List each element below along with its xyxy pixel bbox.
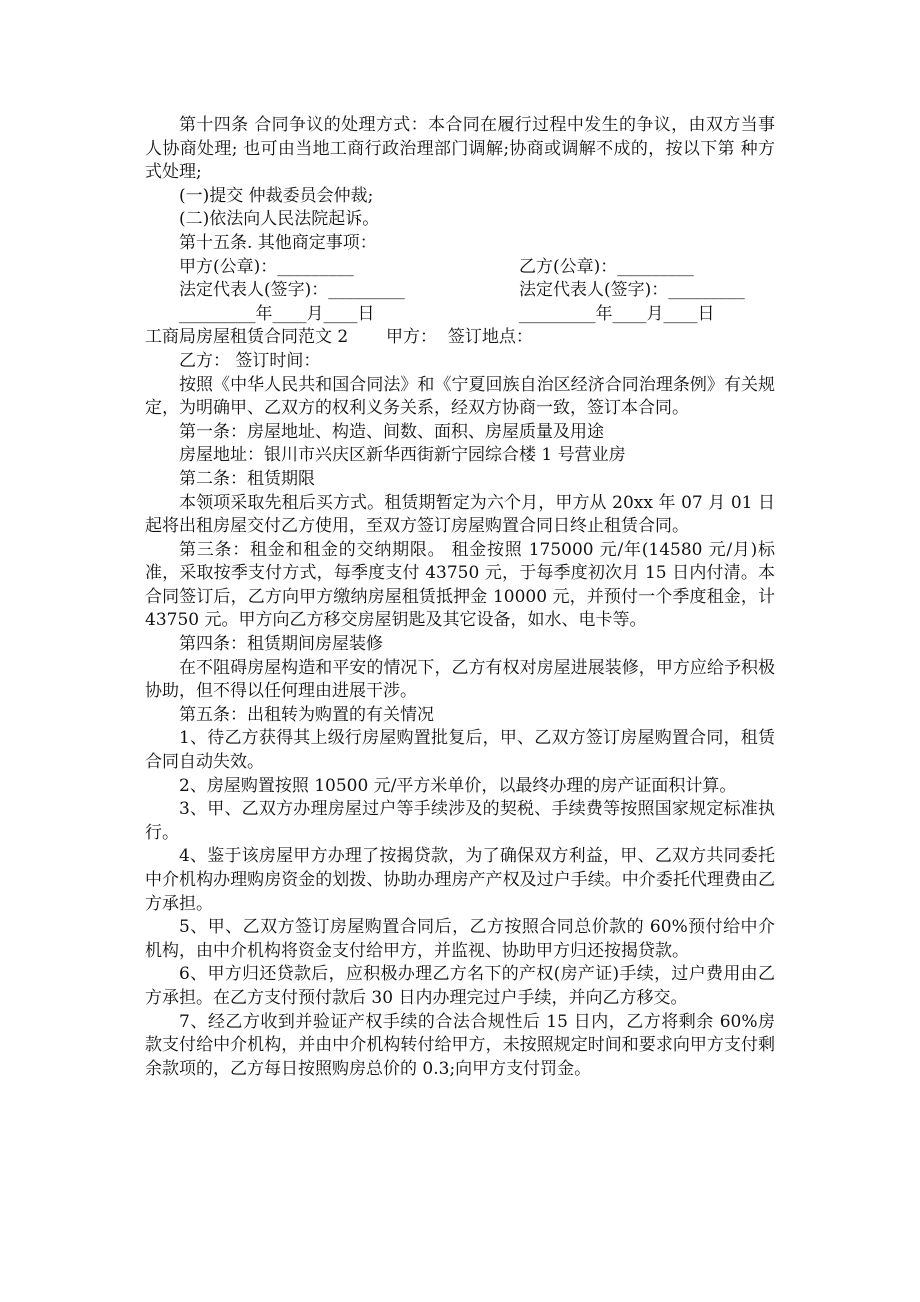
clause-6: 6、甲方归还贷款后，应积极办理乙方名下的产权(房产证)手续，过户费用由乙方承担。在乙方支付预付款后 30 日内办理完过户手续，并向乙方移交。 bbox=[145, 964, 775, 1008]
clause-3: 3、甲、乙双方办理房屋过户等手续涉及的契税、手续费等按照国家规定标准执行。 bbox=[145, 799, 775, 843]
article-4-heading: 第四条：租赁期间房屋装修 bbox=[179, 634, 383, 655]
signature-row-representative bbox=[145, 279, 775, 303]
article-14-paragraph: 第十四条 合同争议的处理方式：本合同在履行过程中发生的争议，由双方当事人协商处理; 也可由当地工商行政治理部门调解;协商或调解不成的，按以下第 种方式处理; bbox=[145, 115, 775, 183]
preamble-paragraph: 按照《中华人民共和国合同法》和《宁夏回族自治区经济合同治理条例》有关规定，为明确甲、乙双方的权利义务关系，经双方协商一致，签订本合同。 bbox=[145, 374, 775, 419]
party-b-representative: 法定代表人(签字)：_________ bbox=[519, 280, 745, 301]
clause-4: 4、鉴于该房屋甲方办理了按揭贷款，为了确保双方利益，甲、乙双方共同委托中介机构办理购房资金的划拨、协助办理房产产权及过户手续。中介委托代理费由乙方承担。 bbox=[145, 846, 775, 914]
contract-title-line: 工商局房屋租赁合同范文 2 甲方： 签订地点： bbox=[145, 327, 533, 348]
article-3-rent-paragraph: 第三条：租金和租金的交纳期限。 租金按照 175000 元/年(14580 元/月)标准，采取按季支付方式，每季度支付 43750 元，于每季度初次月 15 日内付清。本合同签订后，乙方向甲方缴纳房屋租赁抵押金 10000 元，并预付一个季度租金，计 43750 元。甲方向乙方移交房屋钥匙及其它设备，如水、电卡等。 bbox=[145, 539, 775, 631]
party-b-seal: 乙方(公章)：_________ bbox=[519, 256, 694, 277]
renovation-paragraph: 在不阻碍房屋构造和平安的情况下，乙方有权对房屋进展装修，甲方应给予积极协助，但不得以任何理由进展干涉。 bbox=[145, 657, 775, 702]
party-a-date: _________年____月____日 bbox=[179, 303, 375, 324]
article-15-heading: 第十五条. 其他商定事项： bbox=[179, 232, 377, 253]
clause-7: 7、经乙方收到并验证产权手续的合法合规性后 15 日内，乙方将剩余 60%房款支付给中介机构，并由中介机构转付给甲方，未按照规定时间和要求向甲方支付剩余款项的，乙方每日按照购房总价的 0.3;向甲方支付罚金。 bbox=[145, 1011, 775, 1079]
option-court: (二)依法向人民法院起诉。 bbox=[179, 209, 380, 230]
property-address: 房屋地址：银川市兴庆区新华西街新宁园综合楼 1 号营业房 bbox=[179, 445, 626, 466]
option-arbitration: (一)提交 仲裁委员会仲裁; bbox=[179, 185, 374, 206]
document-body bbox=[145, 114, 775, 1081]
clause-5: 5、甲、乙双方签订房屋购置合同后，乙方按照合同总价款的 60%预付给中介机构，由中介机构将资金支付给甲方，并监视、协助甲方归还按揭贷款。 bbox=[145, 917, 775, 961]
lease-term-paragraph: 本领项采取先租后买方式。租赁期暂定为六个月，甲方从 20xx 年 07 月 01 日起将出租房屋交付乙方使用，至双方签订房屋购置合同日终止租赁合同。 bbox=[145, 492, 775, 537]
party-b-signing-time: 乙方： 签订时间： bbox=[179, 350, 321, 371]
article-2-heading: 第二条：租赁期限 bbox=[179, 468, 315, 489]
party-b-date: _________年____月____日 bbox=[519, 303, 715, 324]
article-5-heading: 第五条：出租转为购置的有关情况 bbox=[179, 704, 434, 725]
signature-row-date bbox=[145, 303, 775, 327]
clause-2: 2、房屋购置按照 10500 元/平方米单价，以最终办理的房产证面积计算。 bbox=[179, 775, 737, 796]
party-a-seal: 甲方(公章)：_________ bbox=[179, 256, 354, 277]
clause-1: 1、待乙方获得其上级行房屋购置批复后，甲、乙双方签订房屋购置合同，租赁合同自动失效。 bbox=[145, 728, 775, 773]
article-1-heading: 第一条：房屋地址、构造、间数、面积、房屋质量及用途 bbox=[179, 421, 604, 442]
party-a-representative: 法定代表人(签字)：_________ bbox=[179, 280, 405, 301]
signature-row-seal bbox=[145, 256, 775, 280]
